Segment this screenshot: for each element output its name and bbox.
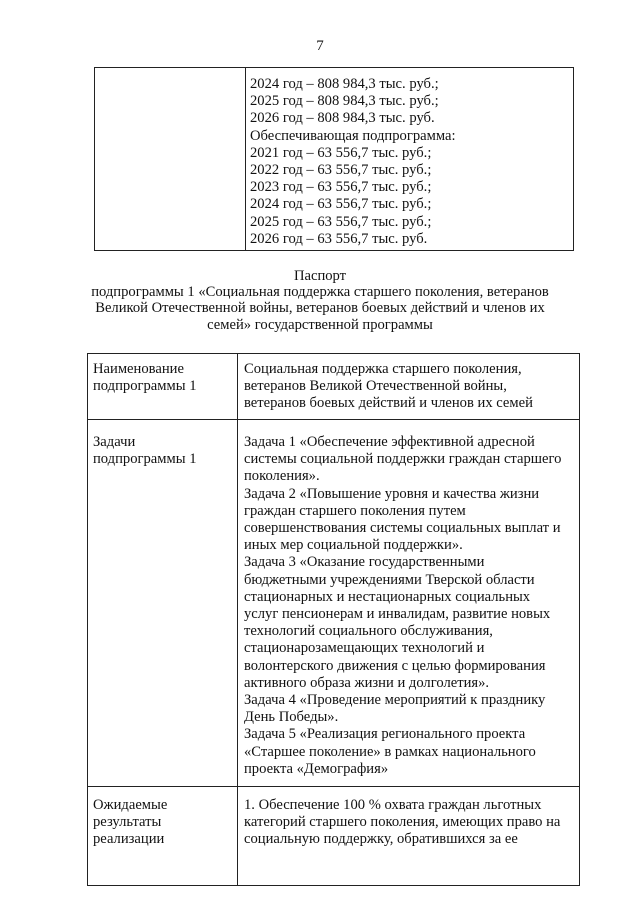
value-line: Задача 3 «Оказание государственными <box>244 554 485 571</box>
label-line: подпрограммы 1 <box>93 378 197 395</box>
value-line: Задача 5 «Реализация регионального проекта <box>244 726 526 743</box>
value-line: проекта «Демография» <box>244 760 389 777</box>
label-line: Наименование <box>93 361 184 377</box>
value-line: 1. Обеспечение 100 % охвата граждан льготных <box>244 797 542 813</box>
label-cell <box>88 787 238 886</box>
table-row <box>88 354 580 420</box>
value-line: ветеранов Великой Отечественной войны, <box>244 378 507 395</box>
passport-title <box>0 268 640 333</box>
value-line: День Победы». <box>244 709 339 726</box>
title-line: подпрограммы 1 «Социальная поддержка старшего поколения, ветеранов <box>91 284 549 301</box>
label-cell <box>88 420 238 787</box>
label-cell <box>88 354 238 420</box>
value-line: активного образа жизни и долголетия». <box>244 674 490 691</box>
value-line: социальную поддержку, обратившихся за ее <box>244 831 518 848</box>
funding-line: 2025 год – 63 556,7 тыс. руб.; <box>250 213 432 230</box>
page-number: 7 <box>316 38 324 54</box>
label-line: Ожидаемые <box>93 797 168 813</box>
value-line: Задача 2 «Повышение уровня и качества жизни <box>244 485 540 502</box>
funding-line: 2026 год – 808 984,3 тыс. руб. <box>250 110 435 127</box>
table-row <box>88 420 580 787</box>
funding-values-cell <box>246 68 574 251</box>
value-line: Социальная поддержка старшего поколения, <box>244 361 522 377</box>
table-row <box>88 787 580 886</box>
empty-label-cell <box>95 68 246 251</box>
funding-continuation-table <box>94 67 574 251</box>
value-line: категорий старшего поколения, имеющих право на <box>244 814 561 831</box>
funding-line: 2026 год – 63 556,7 тыс. руб. <box>250 230 428 247</box>
value-line: иных мер социальной поддержки». <box>244 537 463 554</box>
value-line: волонтерского движения с целью формирования <box>244 657 546 674</box>
funding-line: 2022 год – 63 556,7 тыс. руб.; <box>250 162 432 179</box>
value-line: «Старшее поколение» в рамках национального <box>244 743 536 760</box>
value-line: стационарозамещающих технологий и <box>244 640 485 657</box>
title-line: Паспорт <box>293 268 347 284</box>
passport-table <box>87 353 580 886</box>
table-row <box>95 68 574 251</box>
label-line: подпрограммы 1 <box>93 451 197 468</box>
value-line: граждан старшего поколения путем <box>244 502 466 519</box>
funding-line: 2024 год – 808 984,3 тыс. руб.; <box>250 76 439 92</box>
funding-line: 2021 год – 63 556,7 тыс. руб.; <box>250 144 432 161</box>
value-line: системы социальной поддержки граждан старшего <box>244 451 562 468</box>
value-line: Задача 4 «Проведение мероприятий к празднику <box>244 692 546 709</box>
label-line: реализации <box>93 831 165 848</box>
value-line: совершенствования системы социальных выплат и <box>244 520 561 537</box>
value-line: услуг пенсионерам и инвалидам, развитие новых <box>244 606 551 623</box>
label-line: результаты <box>93 814 162 831</box>
value-line: технологий социального обслуживания, <box>244 623 493 640</box>
funding-line: 2024 год – 63 556,7 тыс. руб.; <box>250 196 432 213</box>
value-line: поколения». <box>244 468 320 485</box>
value-line: бюджетными учреждениями Тверской области <box>244 571 535 588</box>
value-line: стационарных и нестационарных социальных <box>244 588 531 605</box>
funding-line: 2025 год – 808 984,3 тыс. руб.; <box>250 93 439 110</box>
funding-subheading: Обеспечивающая подпрограмма: <box>250 127 456 144</box>
title-line: семей» государственной программы <box>207 316 433 333</box>
label-line: Задачи <box>93 434 136 450</box>
funding-line: 2023 год – 63 556,7 тыс. руб.; <box>250 179 432 196</box>
title-line: Великой Отечественной войны, ветеранов боевых действий и членов их <box>95 300 545 317</box>
value-cell <box>238 787 580 886</box>
value-line: Задача 1 «Обеспечение эффективной адресной <box>244 434 535 450</box>
value-line: ветеранов боевых действий и членов их семей <box>244 395 533 412</box>
value-cell <box>238 354 580 420</box>
value-cell <box>238 420 580 787</box>
